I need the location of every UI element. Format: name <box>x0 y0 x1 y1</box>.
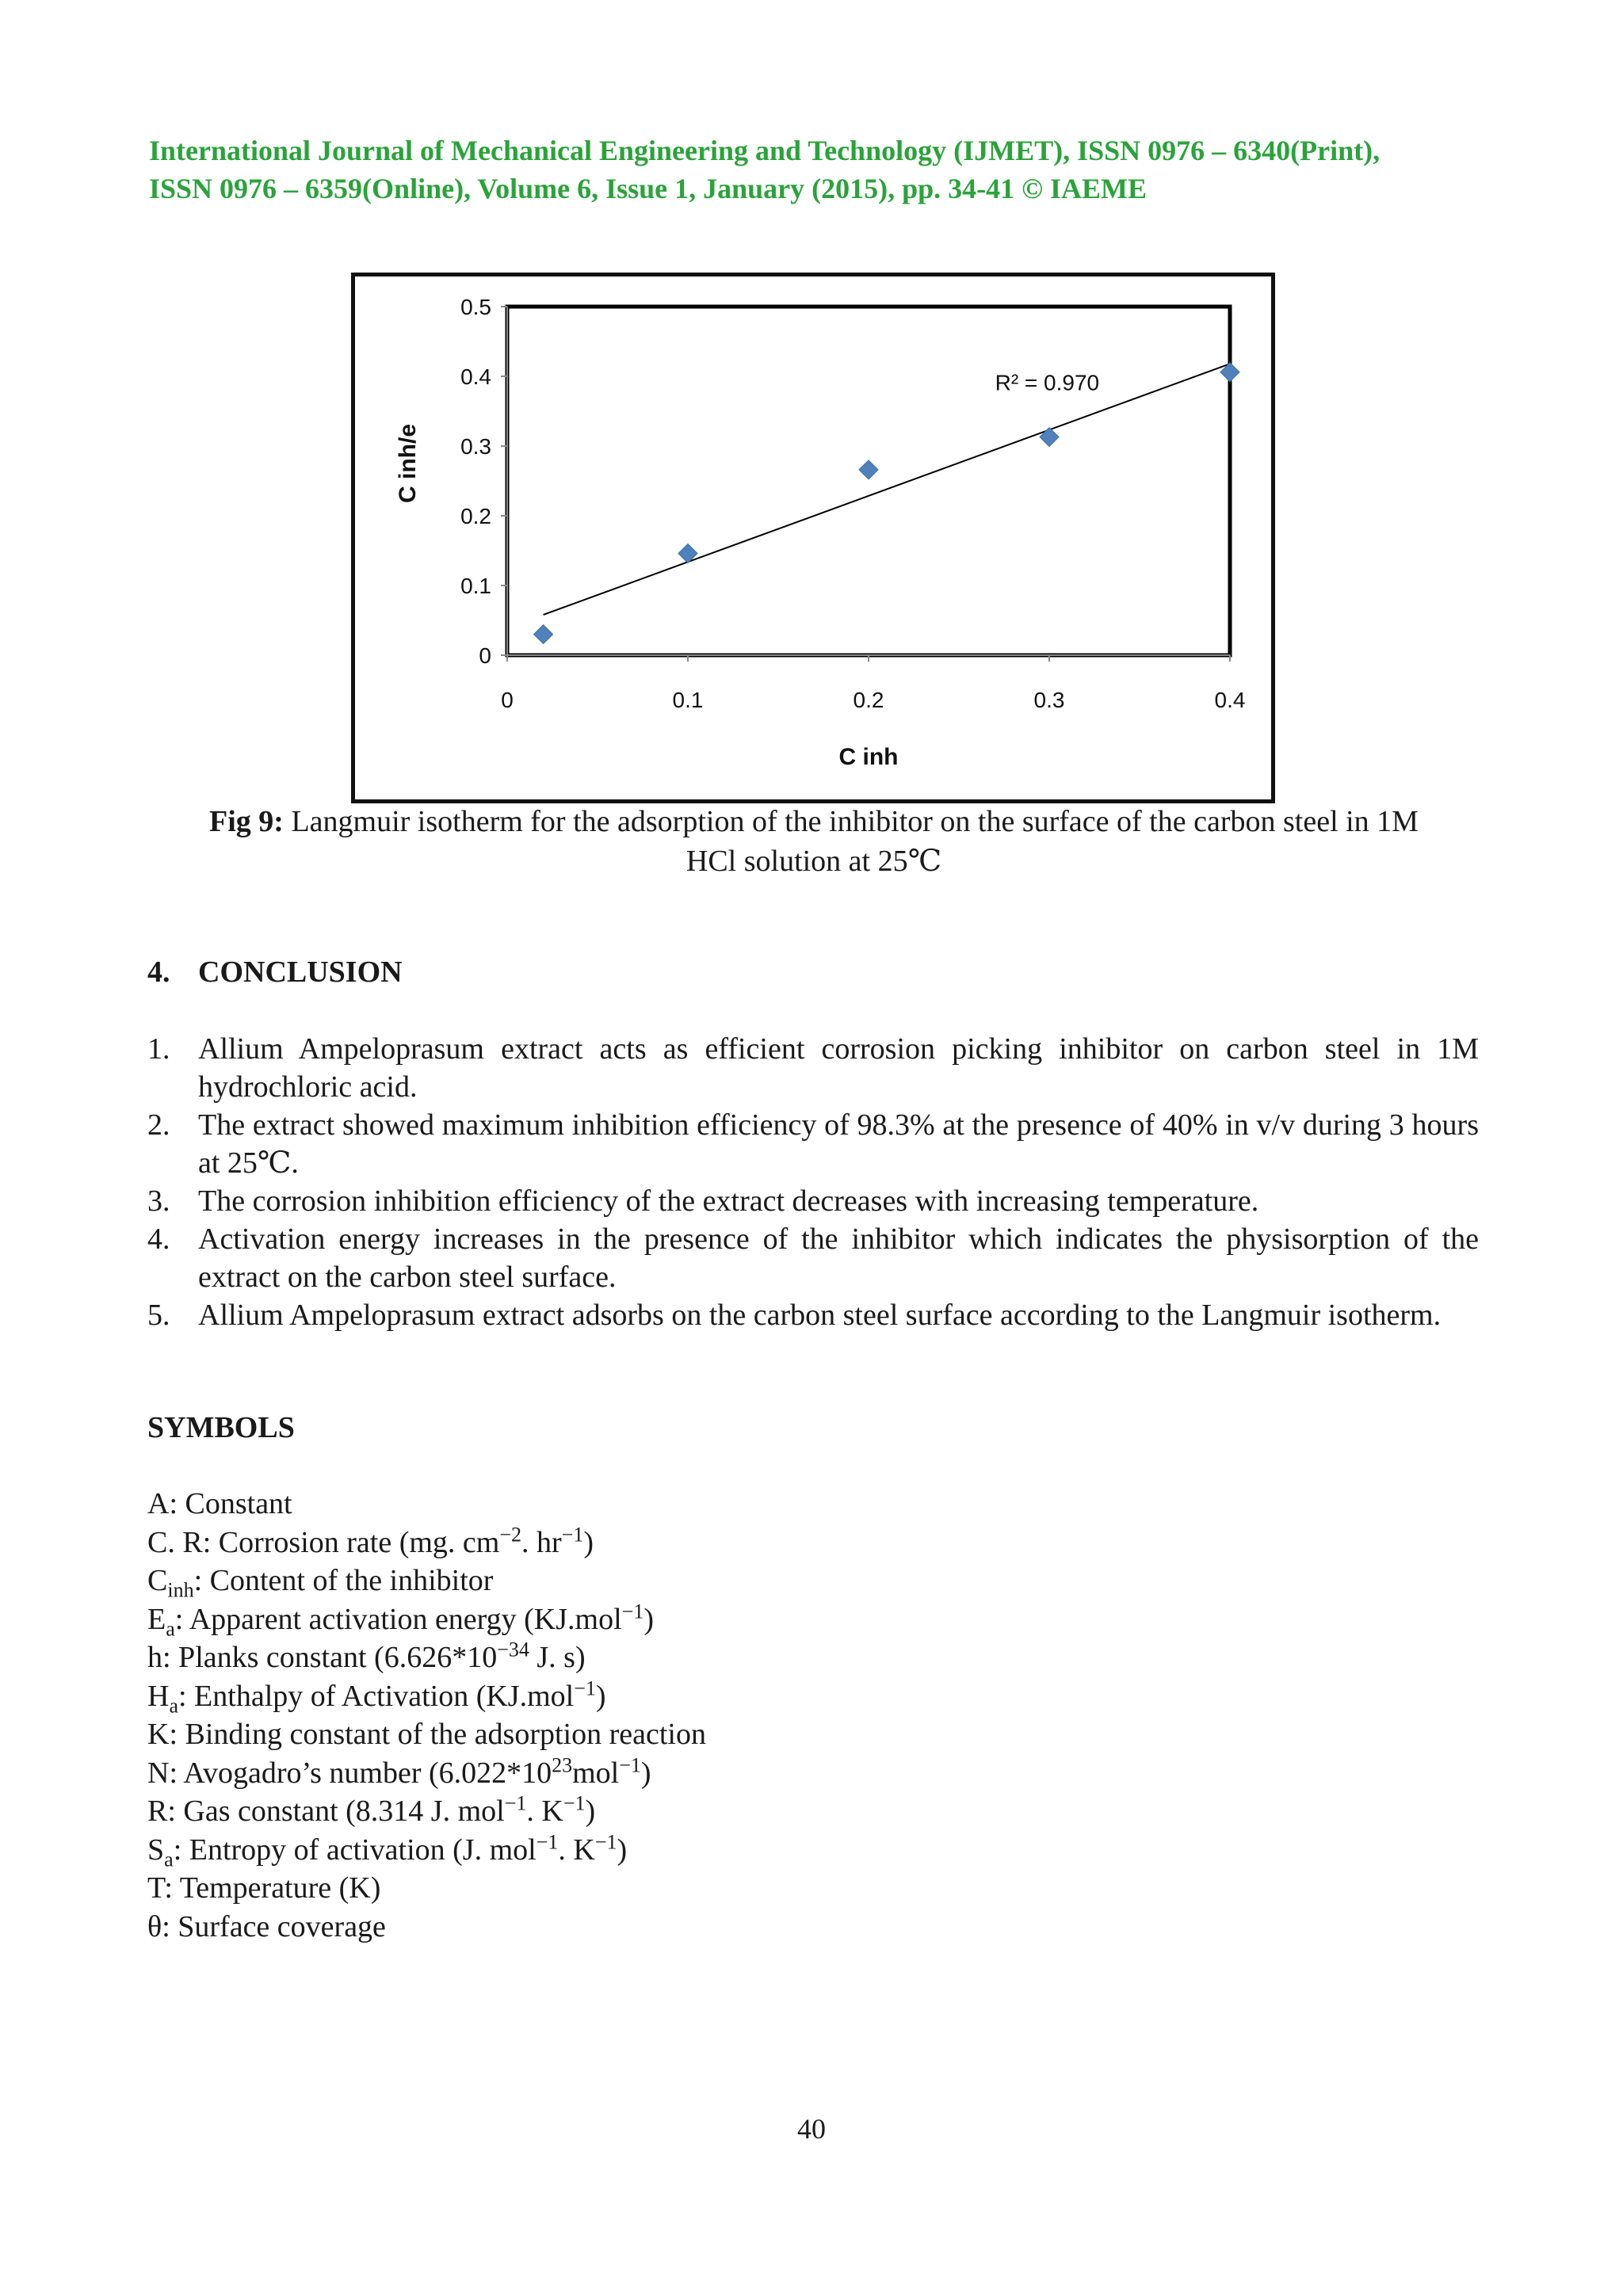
list-item-text: Allium Ampeloprasum extract adsorbs on the carbon steel surface according to the Langmuir isotherm. <box>198 1299 1442 1332</box>
symbol-a: A: Constant <box>147 1487 292 1520</box>
list-item <box>147 1182 1479 1220</box>
r-squared-annotation: R² = 0.970 <box>995 370 1100 395</box>
conclusion-number: 4. <box>147 955 170 989</box>
symbol-n: N: Avogadro’s number $(6.022*10^{23}mol^{-1})$ <box>147 1753 651 1790</box>
symbol-r: R: Gas constant (8.314 J. mol$^{-1}$. $K^{-1}$) <box>147 1791 596 1828</box>
symbol-k: K: Binding constant of the adsorption reaction <box>147 1718 706 1751</box>
caption-line-1: Langmuir isotherm for the adsorption of the inhibitor on the surface of the carbon steel in 1M <box>291 805 1419 838</box>
journal-header <box>149 132 1480 208</box>
figure-9-chart <box>351 273 1275 803</box>
list-item <box>147 1220 1479 1296</box>
x-tick-label: 0.2 <box>853 688 884 712</box>
list-item-text: Allium Ampeloprasum extract acts as efficient corrosion picking inhibitor on carbon steel in 1M hydrochloric acid. <box>198 1032 1479 1104</box>
list-item <box>147 1296 1479 1334</box>
list-item <box>147 1106 1479 1182</box>
conclusion-heading <box>147 955 403 990</box>
y-tick-label: 0.3 <box>460 434 491 459</box>
symbols-heading: SYMBOLS <box>147 1411 295 1444</box>
chart-svg <box>355 277 1271 799</box>
symbol-cinh: $C_{inh}$: Content of the inhibitor <box>147 1564 494 1602</box>
symbols-list <box>147 1485 1257 1946</box>
page-number: 40 <box>797 2113 826 2145</box>
y-axis-title: C inh/e <box>395 423 421 504</box>
data-point <box>859 460 878 479</box>
list-item <box>147 1030 1479 1106</box>
y-tick-label: 0.5 <box>460 295 491 319</box>
y-tick-label: 0.2 <box>460 504 491 528</box>
x-tick-label: 0.3 <box>1033 688 1065 712</box>
y-tick-label: 0 <box>479 643 491 668</box>
list-item-text: The extract showed maximum inhibition efficiency of 98.3% at the presence of 40% in v/v during 3 hours at 25℃. <box>198 1108 1479 1180</box>
list-item-number: 4. <box>147 1222 170 1256</box>
list-item-number: 2. <box>147 1108 170 1142</box>
x-tick-label: 0.4 <box>1214 688 1246 712</box>
symbol-sa: $S_a$: Entropy of activation (J. mol$^{-1}$. $K^{-1}$) <box>147 1829 628 1871</box>
x-axis-title: C inh <box>838 744 899 770</box>
conclusion-list <box>147 1030 1479 1334</box>
conclusion-title: CONCLUSION <box>198 955 403 989</box>
symbol-cr: C. R: Corrosion rate (mg. $cm^{-2}$. $hr^{-1}$) <box>147 1522 594 1559</box>
data-point <box>1040 428 1059 447</box>
list-item-number: 5. <box>147 1299 170 1332</box>
symbol-theta: θ: Surface coverage <box>147 1909 386 1943</box>
caption-line-2: HCl solution at 25℃ <box>685 845 942 878</box>
x-tick-label: 0 <box>501 688 514 712</box>
y-tick-label: 0.1 <box>460 574 491 598</box>
symbol-ha: $H_a$: Enthalpy of Activation (KJ.mol$^{-1}$) <box>147 1676 606 1718</box>
trendline <box>544 364 1230 615</box>
symbol-t: T: Temperature (K) <box>147 1871 381 1905</box>
header-line-2: ISSN 0976 – 6359(Online), Volume 6, Issue 1, January (2015), pp. 34-41 © IAEME <box>149 173 1148 204</box>
list-item-number: 1. <box>147 1032 170 1066</box>
figure-caption <box>149 802 1479 881</box>
symbol-ea: $E_a$: Apparent activation energy (KJ.mol$^{-1}$) <box>147 1599 654 1641</box>
plot-frame <box>507 307 1230 655</box>
list-item-number: 3. <box>147 1184 170 1218</box>
header-line-1: International Journal of Mechanical Engineering and Technology (IJMET), ISSN 0976 – 6340(Print), <box>149 135 1381 166</box>
list-item-text: The corrosion inhibition efficiency of the extract decreases with increasing temperature. <box>198 1184 1259 1218</box>
x-tick-label: 0.1 <box>672 688 704 712</box>
symbol-h: h: Planks constant ($6.626*10^{-34}$ J. s) <box>147 1638 586 1674</box>
data-point <box>534 625 553 644</box>
caption-label: Fig 9: <box>209 805 284 838</box>
list-item-text: Activation energy increases in the presence of the inhibitor which indicates the physisorption of the extract on the carbon steel surface. <box>198 1222 1479 1294</box>
y-tick-label: 0.4 <box>460 364 491 389</box>
